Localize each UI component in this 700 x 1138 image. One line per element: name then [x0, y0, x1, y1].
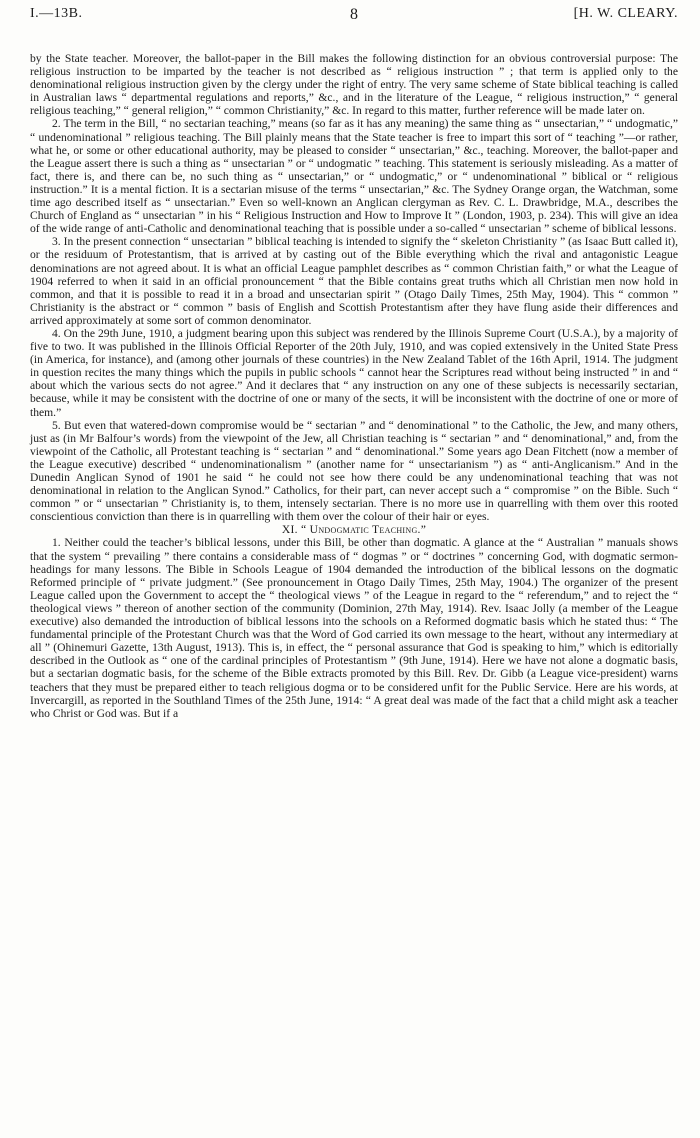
section-xi-paragraph-1: 1. Neither could the teacher’s biblical lessons, under this Bill, be other than dogmatic. A glance at the “ Australian ” manuals shows that the system “ prevailing ” there contains a considerable mass of “ dogmas ” or “ doctrines ” concerning God, with dogmatic sermon-headings for many lessons. The Bible in Schools League of 1904 demanded the introduction of the biblical lessons on the dogmatic Reformed principle of “ private judgment.” (See pronouncement in Otago Daily Times, 25th May, 1904.) The organizer of the present League called upon the Government to accept the “ theological views ” of the League in regard to the “ referendum,” and to reject the “ theological views ” thereon of another section of the community (Dominion, 27th May, 1914). Rev. Isaac Jolly (a member of the League executive) also demanded the introduction of biblical lessons into the schools on a Reformed dogmatic basis which he stated thus: “ The fundamental principle of the Protestant Church was that the Word of God carried its own message to the heart, without any intermediary at all ” (Ohinemuri Gazette, 13th August, 1913). This is, in effect, the “ personal assurance that God is speaking to him,” which is editorially described in the Outlook as “ one of the cardinal principles of Protestantism ” (9th June, 1914). Here we have not alone a dogmatic basis, but a sectarian dogmatic basis, for the scheme of the Bible extracts promoted by this Bill. Rev. Dr. Gibb (a League vice-president) warns teachers that they must be prepared either to teach religious dogma or to be considered unfit for the Public Service. Here are his words, at Invercargill, as reported in the Southland Times of the 25th June, 1914: “ A great deal was made of the fact that a child might ask a teacher who Christ or God was. But if a: [30, 536, 678, 720]
paragraph-4: 4. On the 29th June, 1910, a judgment bearing upon this subject was rendered by the Illinois Supreme Court (U.S.A.), by a majority of five to two. It was published in the Illinois Official Reporter of the 20th July, 1910, and was copied extensively in the United State Press (in America, for instance), and (among other journals of these countries) in the New Zealand Tablet of the 16th April, 1914. The judgment in question recites the many things which the pupils in public schools “ cannot hear the Scriptures read without being instructed ” in and “ about which the various sects do not agree.” And it declares that “ any instruction on any one of these subjects is necessarily sectarian, because, while it may be consistent with the doctrine of one or many of the sects, it will be inconsistent with the doctrine of one or more of them.”: [30, 326, 678, 419]
document-body: [30, 52, 678, 720]
page-header: [30, 6, 678, 46]
author-reference: [H. W. CLEARY.: [573, 6, 678, 21]
page-number: 8: [350, 6, 358, 23]
paragraph-3: 3. In the present connection “ unsectarian ” biblical teaching is intended to signify the “ skeleton Christianity ” (as Isaac Butt called it), or the residuum of Protestantism, that is arrived at by casting out of the Bible everything which the rival and antagonistic League denominations are not agreed about. It is what an official League pamphlet describes as “ common Christian faith,” or what the League of 1904 referred to when it said in an official pronouncement “ that the Bible contains great truths which all Christian men now hold in common, and that it is possible to read it in a broad and unsectarian spirit ” (Otago Daily Times, 25th May, 1904). This “ common ” Christianity is the abstract or “ common ” basis of English and Scottish Protestantism after they have flung aside their differences and arrived approximately at some sort of common denominator.: [30, 235, 678, 327]
paragraph-continued: by the State teacher. Moreover, the ballot-paper in the Bill makes the following distinction for an obvious controversial purpose: The religious instruction to be imparted by the teacher is not described as “ religious instruction ” ; that term is applied only to the denominational religious instruction given by the clergy under the right of entry. The very same scheme of State biblical teaching is called in Australian laws “ departmental regulations and reports,” &c., and in the literature of the League, “ religious instruction,” “ general religious teaching,” “ general religion,” “ common Christianity,” &c. In regard to this matter, further reference will be made later on.: [30, 52, 678, 118]
paragraph-2: 2. The term in the Bill, “ no sectarian teaching,” means (so far as it has any meaning) the same thing as “ unsectarian,” “ undogmatic,” “ undenominational ” religious teaching. The Bill plainly means that the State teacher is free to impart this sort of “ teaching ”—or rather, what he, or some or other educational authority, may be pleased to consider “ unsectarian,” &c., teaching. Moreover, the ballot-paper and the League assert there is such a thing as “ unsectarian ” or “ undogmatic ” teaching. This statement is seriously misleading. As a matter of fact, there is, and there can be, no such thing as “ unsectarian,” or “ undogmatic,” or “ undenominational ” biblical or “ religious instruction.” It is a mental fiction. It is a sectarian misuse of the terms “ unsectarian,” &c. The Sydney Orange organ, the Watchman, some time ago described itself as “ unsectarian.” Even so well-known an Anglican clergyman as Rev. C. L. Drawbridge, M.A., describes the Church of England as “ unsectarian ” in his “ Religious Instruction and How to Improve It ” (London, 1903, p. 234). This will give an idea of the wide range of anti-Catholic and denominational teaching that is possible under a so-called “ unsectarian ” scheme of biblical lessons.: [30, 117, 678, 236]
document-reference: I.—13B.: [30, 6, 83, 21]
paragraph-5: 5. But even that watered-down compromise would be “ sectarian ” and “ denominational ” to the Catholic, the Jew, and many others, just as (in Mr Balfour’s words) from the viewpoint of the Jew, all Christian teaching is “ sectarian ” and “ denominational,” and, from the viewpoint of the Catholic, all Protestant teaching is “ sectarian ” and “ denominational.” Some years ago Dean Fitchett (now a member of the League executive) described “ undenominationalism ” (another name for “ unsectarianism ”) as “ anti-Anglicanism.” And in the Dunedin Anglican Synod of 1901 he said “ he could not see how there could be any undenominational teaching that was not denominational in relation to the Anglican Synod.” Catholics, for their part, can never accept such a “ compromise ” on the Bible. Such “ common ” or “ unsectarian ” Christianity is, to them, intensely sectarian. There is no more use in quarrelling with them over this rooted conscientious conviction than there is in quarrelling with them over the colour of their hair or eyes.: [30, 418, 678, 524]
section-heading: XI. “ Undogmatic Teaching.”: [281, 523, 427, 537]
